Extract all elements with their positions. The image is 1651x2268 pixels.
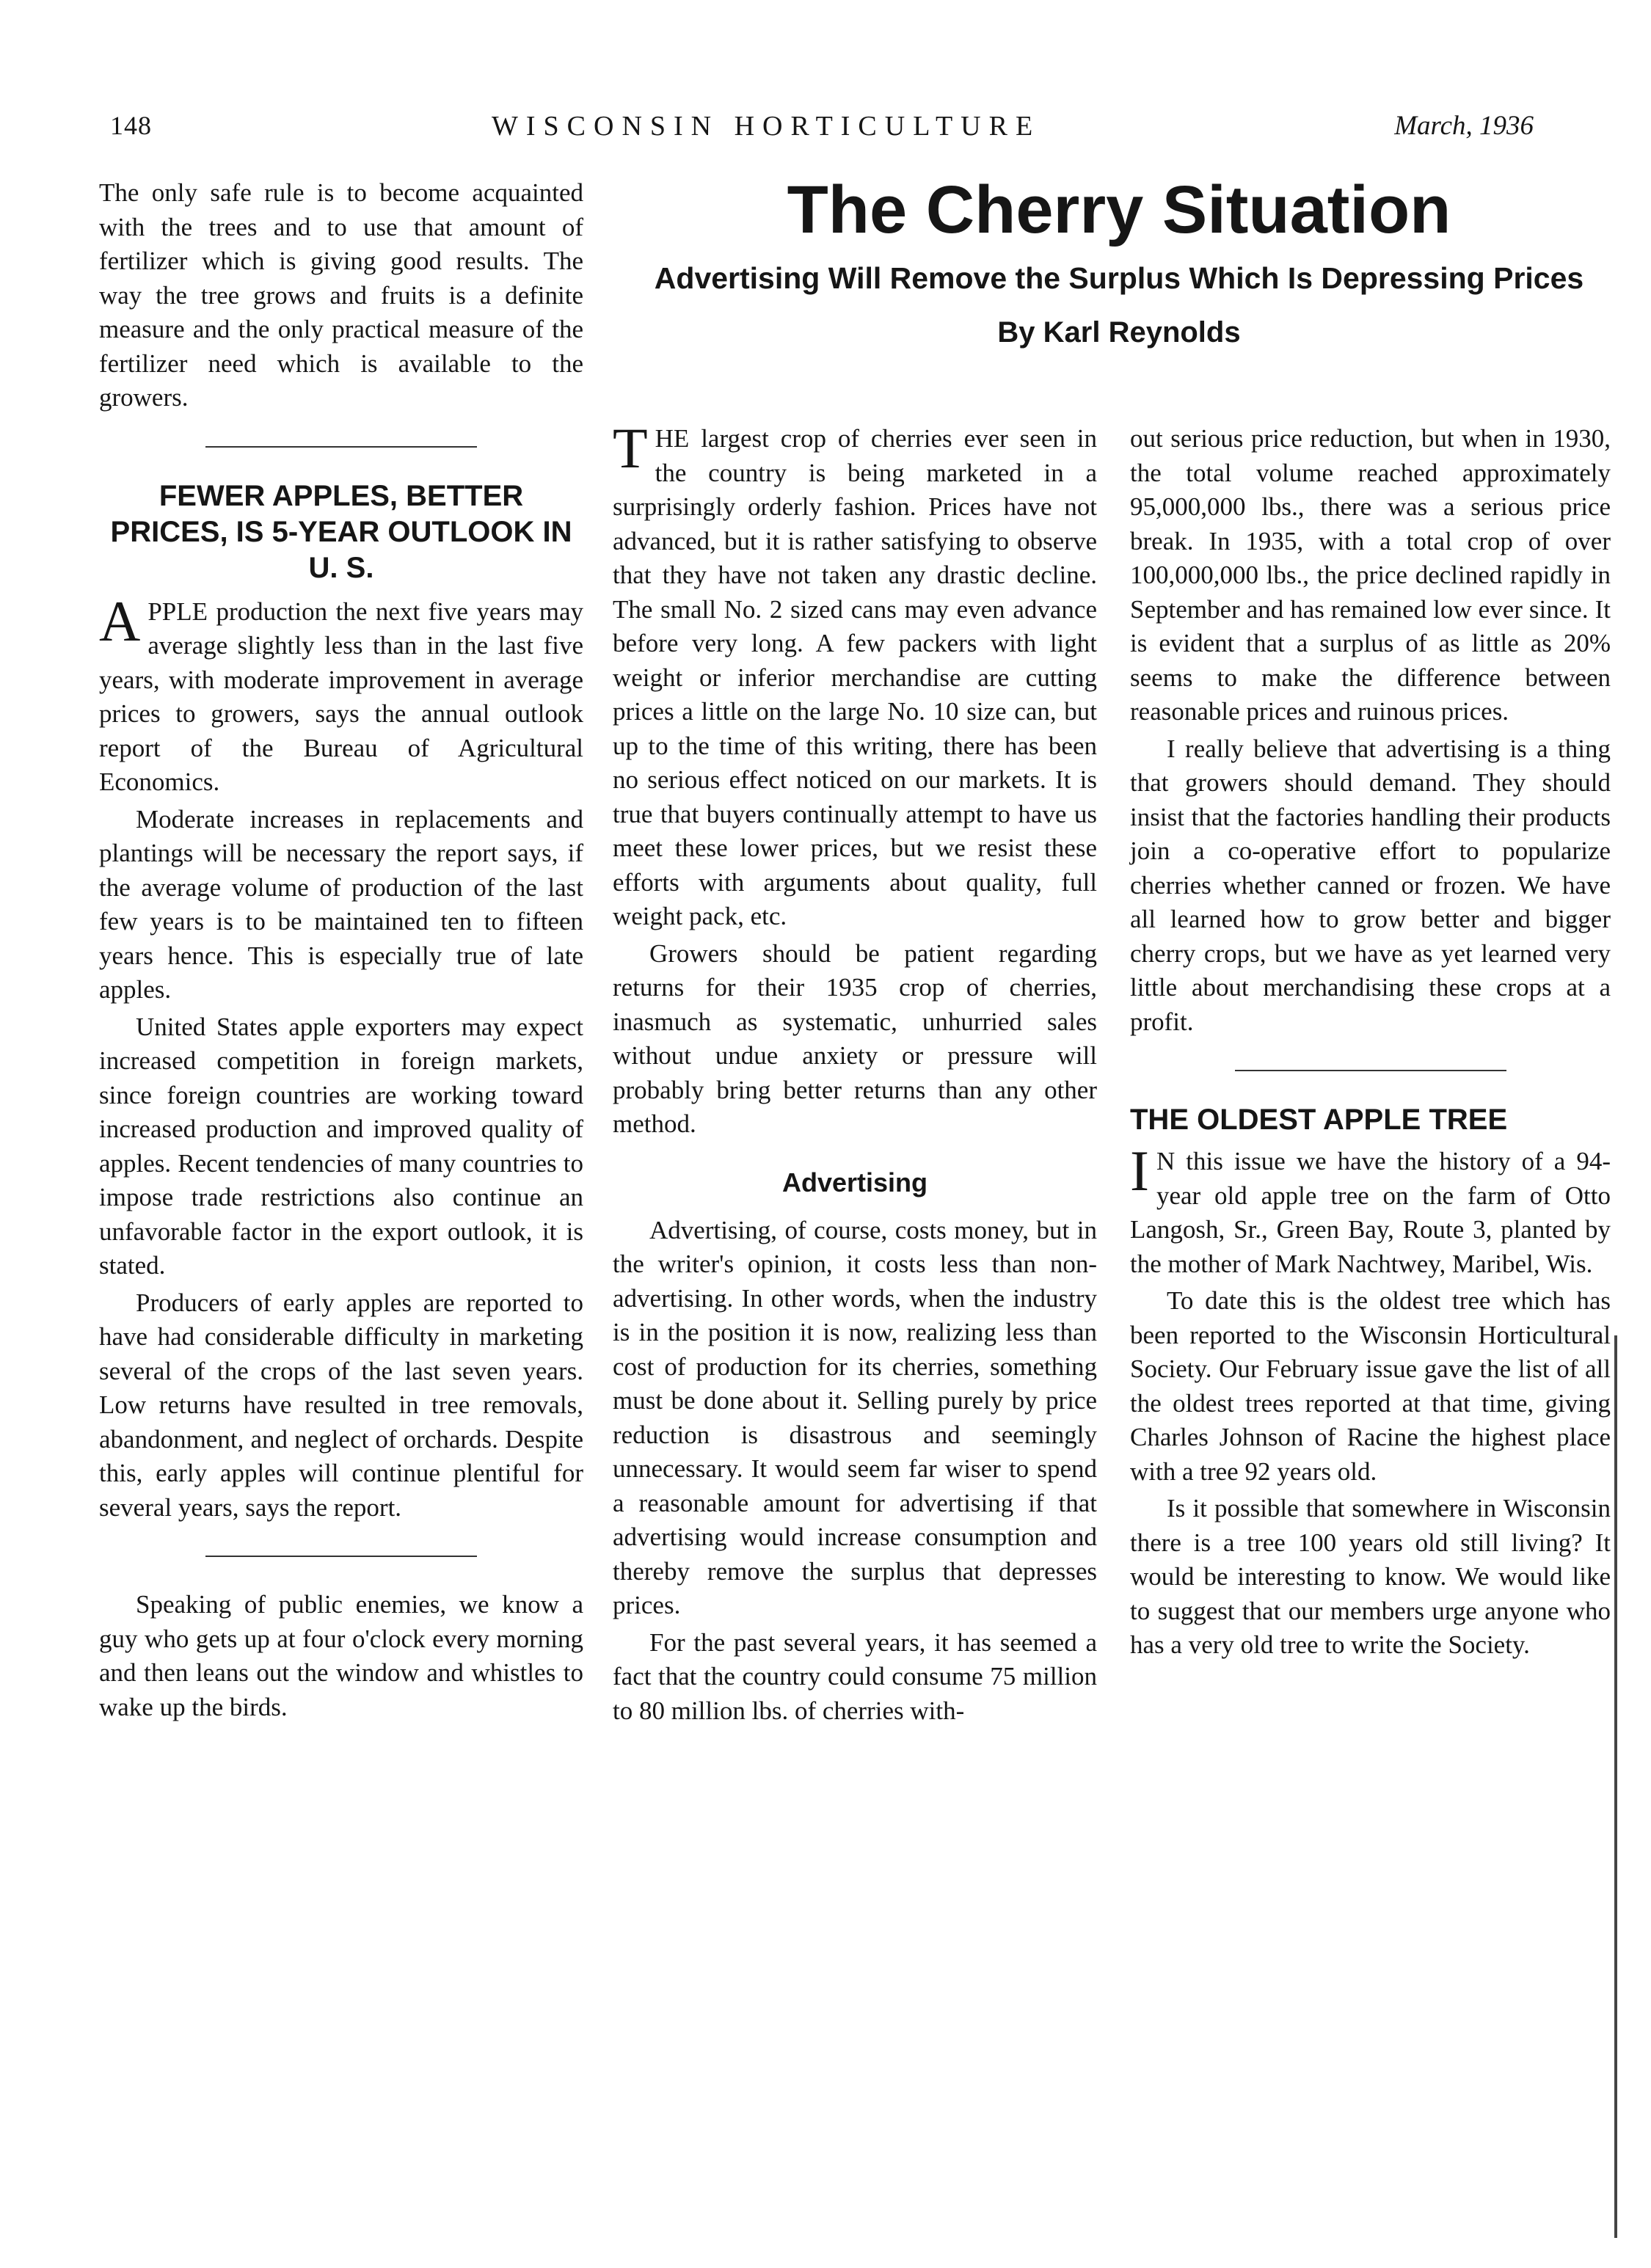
box-border <box>1614 1335 1617 2238</box>
apples-paragraph: United States apple exporters may expect increased competition in foreign markets, since foreign countries are working toward increased production and improved quality of apples. Recent tendencies of many countries to impose trade restrictions also continue an unfavorable factor in the export outlook, it is stated. <box>99 1012 583 1280</box>
drop-cap: T <box>613 416 648 480</box>
article-subtitle: Advertising Will Remove the Surplus Which Is Depressing Prices <box>654 261 1584 295</box>
drop-cap: A <box>99 588 141 653</box>
advertising-heading: Advertising <box>781 1167 928 1197</box>
divider <box>205 446 477 448</box>
article-paragraph-text: HE largest crop of cherries ever seen in the country is being marketed in a surprisingly orderly fashion. Prices have not advanced, but it is rather satisfying to observe that they have not taken any drastic decline. The small No. 2 sized cans may even advance before very long. A few packers with light weight or inferior merchandise are cutting prices a little on the large No. 10 size can, but up to the time of this writing, there has been no serious effect noticed on our markets. It is true that buyers continually attempt to have us meet these lower prices, but we resist these efforts with arguments about quality, full weight pack, etc. <box>613 424 1097 930</box>
oldest-tree-paragraph: Is it possible that somewhere in Wisconsin there is a tree 100 years old still living? It would be interesting to know. We would like to suggest that our members urge anyone who has a very old tree to write the Society. <box>1130 1494 1611 1659</box>
article-title-block <box>609 169 1629 352</box>
magazine-title: WISCONSIN HORTICULTURE <box>492 111 1041 142</box>
issue-date: March, 1936 <box>1394 111 1534 141</box>
drop-cap: I <box>1130 1139 1149 1203</box>
apples-heading: FEWER APPLES, BETTER PRICES, IS 5-YEAR OUTLOOK IN U. S. <box>110 479 572 584</box>
article-byline: By Karl Reynolds <box>997 316 1241 349</box>
article-column-1 <box>613 416 1097 1728</box>
page-number: 148 <box>110 111 152 140</box>
running-header <box>110 110 1534 154</box>
oldest-tree-paragraph: To date this is the oldest tree which has been reported to the Wisconsin Horticultural Society. Our February issue gave the list of all the oldest trees reported at that time, giving Charles Johnson of Racine the highest place with a tree 92 years old. <box>1130 1286 1611 1486</box>
apples-paragraph <box>99 588 583 800</box>
divider <box>1235 1070 1506 1071</box>
article-title: The Cherry Situation <box>787 172 1451 247</box>
joke-paragraph: Speaking of public enemies, we know a guy who gets up at four o'clock every morning and then leans out the window and whistles to wake up the birds. <box>99 1590 583 1721</box>
divider <box>205 1556 477 1557</box>
article-paragraph: I really believe that advertising is a thing that growers should demand. They should insist that the factories handling their products join a co-operative effort to popularize cherries whether canned or frozen. We have all learned how to grow better and bigger cherry crops, but we have as yet learned very little about merchandising these crops at a profit. <box>1130 734 1611 1036</box>
article-column-2 <box>1130 422 1611 1663</box>
article-paragraph: Advertising, of course, costs money, but in the writer's opinion, it costs less than non-advertising. In other words, when the industry is in the position it is now, realizing less than cost of production for its cherries, something must be done about it. Selling purely by price reduction is disastrous and seemingly unnecessary. It would seem far wiser to spend a reasonable amount for advertising if that advertising would increase consumption and thereby remove the surplus that depresses prices. <box>613 1215 1097 1619</box>
article-paragraph: Growers should be patient regarding returns for their 1935 crop of cherries, inasmuch as systematic, unhurried sales without undue anxiety or pressure will probably bring better returns than any other method. <box>613 938 1097 1138</box>
apples-paragraph: Producers of early apples are reported to have had considerable difficulty in marketing several of the crops of the last seven years. Low returns have resulted in tree removals, abandonment, and neglect of orchards. Despite this, early apples will continue plentiful for several years, says the report. <box>99 1288 583 1522</box>
article-paragraph: out serious price reduction, but when in 1930, the total volume reached approximately 95,000,000 lbs., there was a serious price break. In 1935, with a total crop of over 100,000,000 lbs., the price declined rapidly in September and has remained low ever since. It is evident that a surplus of as little as 20% seems to make the difference between reasonable prices and ruinous prices. <box>1130 424 1611 726</box>
oldest-tree-paragraph-text: N this issue we have the history of a 94-year old apple tree on the farm of Otto Langosh, Sr., Green Bay, Route 3, planted by the mother of Mark Nachtwey, Maribel, Wis. <box>1130 1147 1611 1278</box>
apples-paragraph: Moderate increases in replacements and plantings will be necessary the report says, if the average volume of production of the last few years is to be maintained ten to fifteen years hence. This is especially true of late apples. <box>99 804 583 1004</box>
fertilizer-paragraph: The only safe rule is to become acquainted with the trees and to use that amount of fertilizer which is giving good results. The way the tree grows and fruits is a definite measure and the only practical measure of the fertilizer need which is available to the growers. <box>99 178 583 412</box>
left-column <box>99 176 583 1724</box>
article-paragraph <box>613 416 1097 934</box>
oldest-tree-paragraph <box>1130 1139 1611 1281</box>
article-paragraph: For the past several years, it has seemed a fact that the country could consume 75 million to 80 million lbs. of cherries with- <box>613 1627 1097 1725</box>
oldest-tree-heading: THE OLDEST APPLE TREE <box>1130 1104 1508 1136</box>
apples-paragraph-text: PPLE production the next five years may average slightly less than in the last five years, with moderate improvement in average prices to growers, says the annual outlook report of the Bureau of Agricultural Economics. <box>99 597 583 796</box>
